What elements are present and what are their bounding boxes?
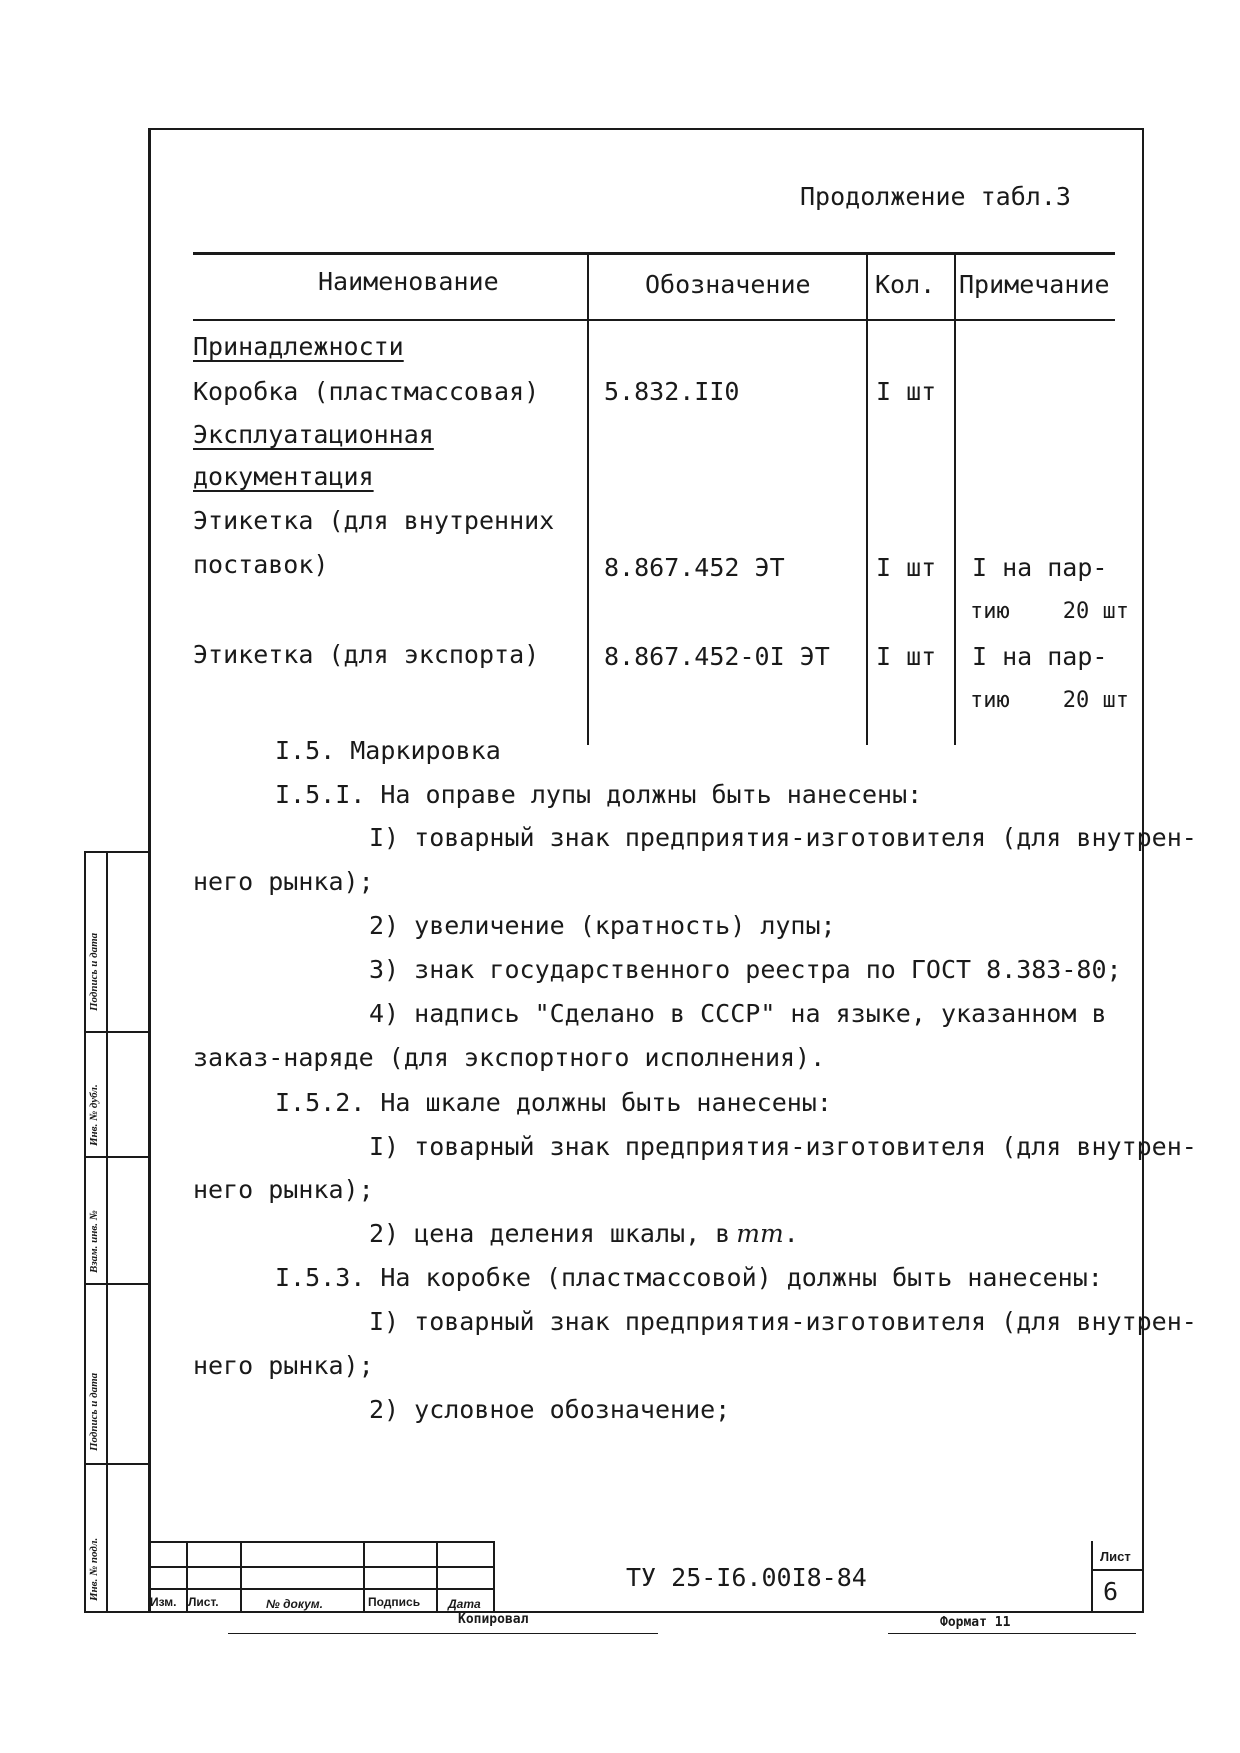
side-stamp-replace-inv: Взам. инв. № [88,1210,100,1273]
table-cell-note: I на пар- [972,553,1108,582]
side-stamp-duplicate-inv: Инв. № дубл. [88,1084,100,1146]
title-col-list: Лист. [188,1595,219,1609]
table-cell-name: Принадлежности [193,332,404,361]
title-col-sign: Подпись [368,1595,421,1609]
paragraph: I.5.I. На оправе лупы должны быть нанесены: [275,780,923,809]
table-cell-name: Эксплуатационная [193,420,434,449]
title-col-date: Дата [448,1597,481,1611]
list-item: 3) знак государственного реестра по ГОСТ 8.383-80; [369,955,1122,984]
title-col-izm: Изм. [150,1595,177,1609]
unit-mm: mm [736,1219,784,1248]
table-cell-name: Этикетка (для экспорта) [193,640,540,669]
table-cell-qty: I шт [876,553,937,582]
table-top-rule [193,252,1115,255]
list-item [369,1219,799,1249]
table-cell-designation: 8.867.452-0I ЭТ [604,642,830,671]
table-cell-name: Коробка (пластмассовая) [193,377,540,406]
side-stamp-original-inv: Инв. № подл. [88,1537,100,1601]
list-item-continuation: него рынка); [193,867,374,896]
table-cell-name: поставок) [193,550,329,579]
sheet-number: 6 [1103,1577,1119,1606]
list-item: 2) увеличение (кратность) лупы; [369,911,836,940]
table-cell-note: тию 20 шт [970,688,1129,713]
table-continuation-label: Продолжение табл.3 [800,182,1071,211]
list-item: I) товарный знак предприятия-изготовителя (для внутрен- [369,823,1197,852]
list-item: I) товарный знак предприятия-изготовителя (для внутрен- [369,1307,1197,1336]
paragraph: I.5.2. На шкале должны быть нанесены: [275,1088,832,1117]
list-item-continuation: него рынка); [193,1351,374,1380]
table-header-name: Наименование [318,267,499,296]
section-heading: I.5. Маркировка [275,736,501,765]
table-cell-designation: 5.832.II0 [604,377,740,406]
table-cell-qty: I шт [876,642,937,671]
table-cell-name: Этикетка (для внутренних [193,506,555,535]
table-cell-designation: 8.867.452 ЭТ [604,553,785,582]
list-item: I) товарный знак предприятия-изготовителя (для внутрен- [369,1132,1197,1161]
side-stamp-signature-date-1: Подпись и дата [88,932,100,1011]
title-col-doc: № докум. [266,1597,323,1611]
table-header-note: Примечание [959,270,1110,299]
footer-rule-right [888,1633,1136,1634]
table-header-qty: Кол. [875,270,936,299]
table-cell-name: документация [193,462,374,491]
list-item-end: . [783,1219,799,1248]
list-item-text: 2) цена деления шкалы, в [369,1219,731,1248]
table-header-rule [193,319,1115,321]
footer-format: Формат 11 [940,1615,1011,1630]
table-col-divider-2 [866,252,868,745]
paragraph: I.5.3. На коробке (пластмассовой) должны быть нанесены: [275,1263,1103,1292]
table-header-designation: Обозначение [645,270,811,299]
table-cell-note: I на пар- [972,642,1108,671]
list-item-continuation: заказ-наряде (для экспортного исполнения). [193,1043,826,1072]
sheet-label: Лист [1100,1549,1131,1564]
document-code: ТУ 25-I6.00I8-84 [626,1563,867,1592]
table-cell-qty: I шт [876,377,937,406]
list-item: 4) надпись "Сделано в СССР" на языке, указанном в [369,999,1107,1028]
table-col-divider-1 [587,252,589,745]
footer-copied: Копировал [458,1612,529,1627]
list-item-continuation: него рынка); [193,1175,374,1204]
footer-rule-left [228,1633,658,1634]
side-stamp-signature-date-2: Подпись и дата [88,1372,100,1451]
list-item: 2) условное обозначение; [369,1395,731,1424]
table-cell-note: тию 20 шт [970,599,1129,624]
table-col-divider-3 [954,252,956,745]
side-stamp [84,851,150,1613]
title-block [148,1541,1144,1613]
